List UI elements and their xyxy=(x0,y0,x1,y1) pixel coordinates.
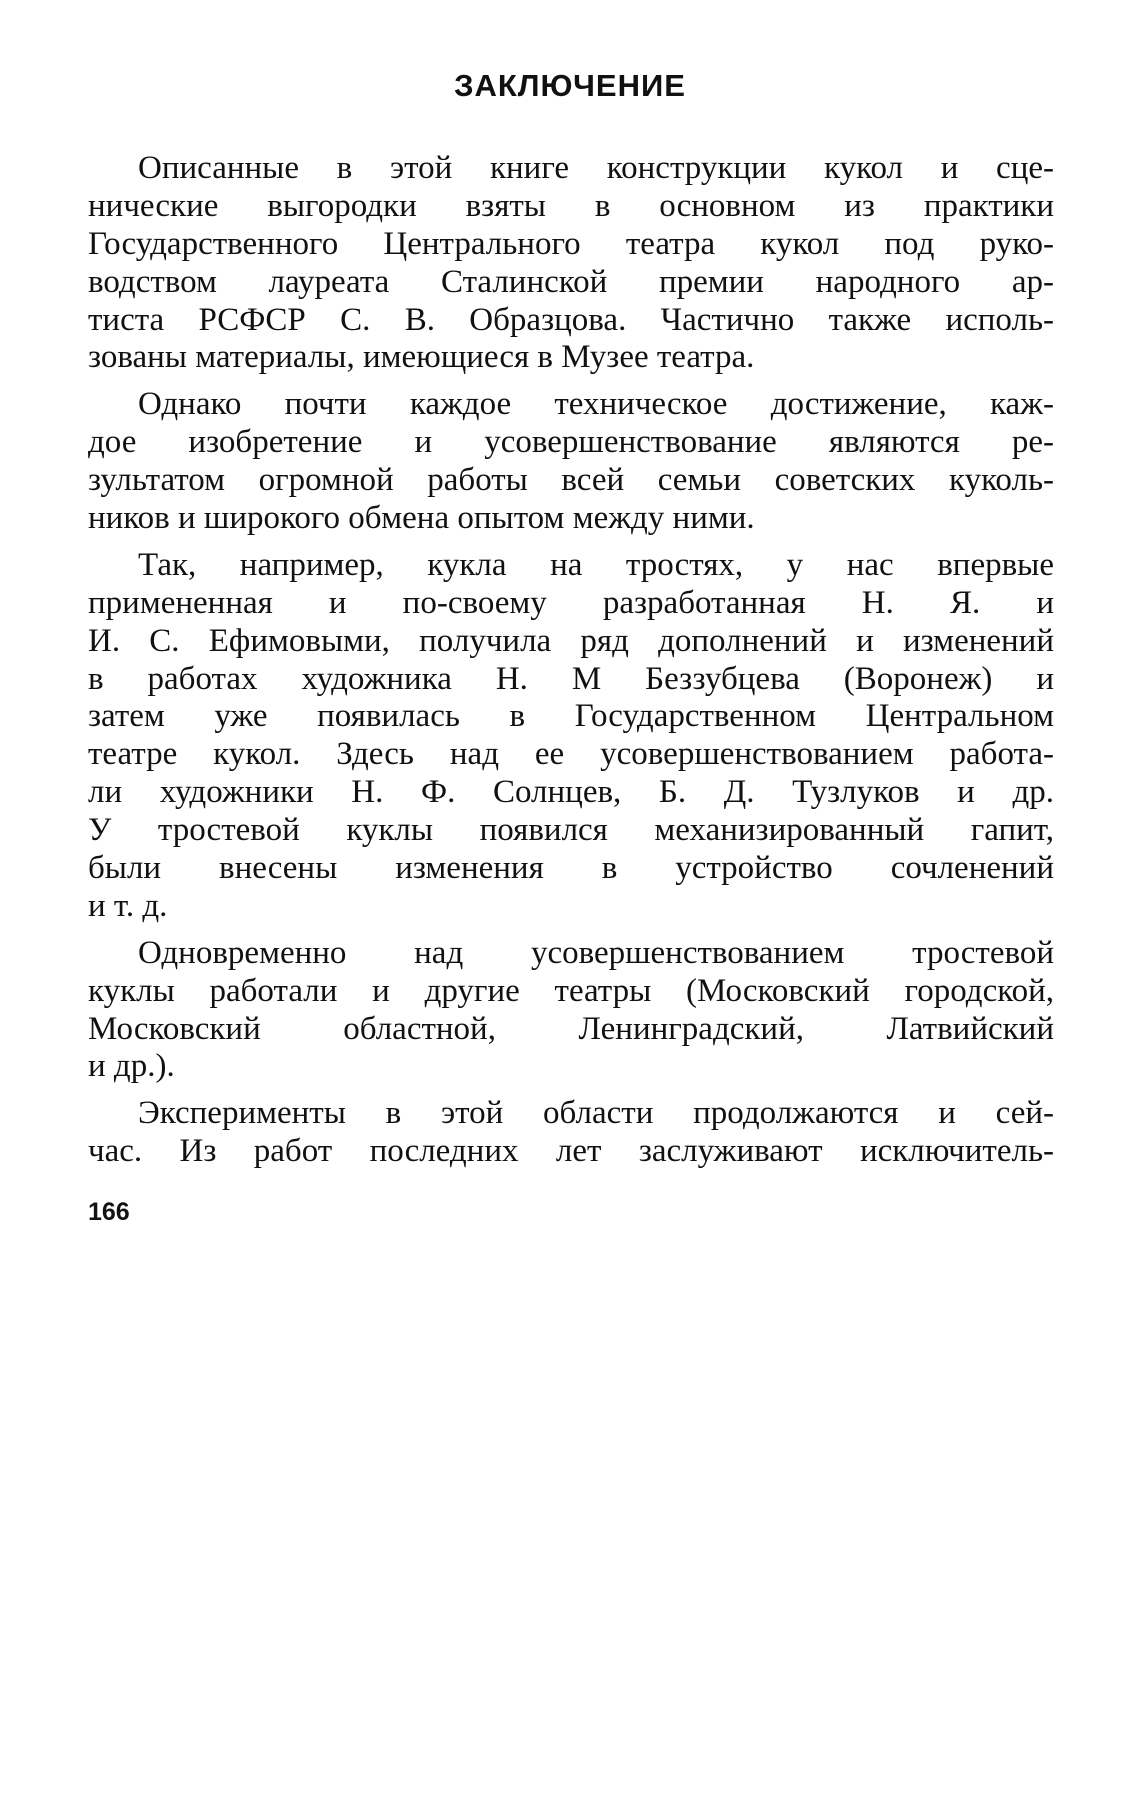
text-line: У тростевой куклы появился механизированный гапит, xyxy=(88,812,1054,849)
text-line: водством лауреата Сталинской премии народного ар- xyxy=(88,263,1054,300)
paragraph-4 xyxy=(88,935,1054,1087)
text-line: зованы материалы, имеющиеся в Музее театра. xyxy=(88,339,755,376)
text-line: Московский областной, Ленинградский, Латвийский xyxy=(88,1010,1054,1047)
text-line: куклы работали и другие театры (Московский городской, xyxy=(88,972,1054,1009)
text-line: и др.). xyxy=(88,1048,175,1085)
text-line: в работах художника Н. М Беззубцева (Воронеж) и xyxy=(88,660,1054,697)
text-line: ли художники Н. Ф. Солнцев, Б. Д. Тузлуков и др. xyxy=(88,774,1054,811)
text-line: ников и широкого обмена опытом между ними. xyxy=(88,500,755,537)
chapter-title: ЗАКЛЮЧЕНИЕ xyxy=(454,68,686,103)
text-line: Однако почти каждое техническое достижение, каж- xyxy=(138,386,1054,423)
paragraph-1 xyxy=(88,150,1054,377)
text-line: Эксперименты в этой области продолжаются и сей- xyxy=(138,1095,1054,1132)
text-line: тиста РСФСР С. В. Образцова. Частично также исполь- xyxy=(88,301,1054,338)
text-line: дое изобретение и усовершенствование являются ре- xyxy=(88,424,1054,461)
text-line: театре кукол. Здесь над ее усовершенствованием работа- xyxy=(88,736,1054,773)
paragraph-3 xyxy=(88,547,1054,926)
text-line: Так, например, кукла на тростях, у нас впервые xyxy=(138,546,1054,583)
text-line: нические выгородки взяты в основном из практики xyxy=(88,187,1054,224)
text-line: час. Из работ последних лет заслуживают исключитель- xyxy=(88,1133,1054,1170)
text-line: Государственного Центрального театра кукол под руко- xyxy=(88,225,1054,262)
text-line: Описанные в этой книге конструкции кукол и сце- xyxy=(138,150,1054,186)
text-line: зультатом огромной работы всей семьи советских куколь- xyxy=(88,462,1054,499)
paragraph-2 xyxy=(88,386,1054,538)
body-text xyxy=(88,150,1054,1180)
text-line: И. С. Ефимовыми, получила ряд дополнений и изменений xyxy=(88,622,1054,659)
paragraph-5 xyxy=(88,1095,1054,1171)
text-line: затем уже появилась в Государственном Центральном xyxy=(88,698,1054,735)
text-line: и т. д. xyxy=(88,887,168,924)
text-line: Одновременно над усовершенствованием тростевой xyxy=(138,934,1054,971)
text-line: были внесены изменения в устройство сочленений xyxy=(88,850,1054,887)
page-number: 166 xyxy=(88,1198,130,1226)
text-line: примененная и по-своему разработанная Н. Я. и xyxy=(88,584,1054,621)
